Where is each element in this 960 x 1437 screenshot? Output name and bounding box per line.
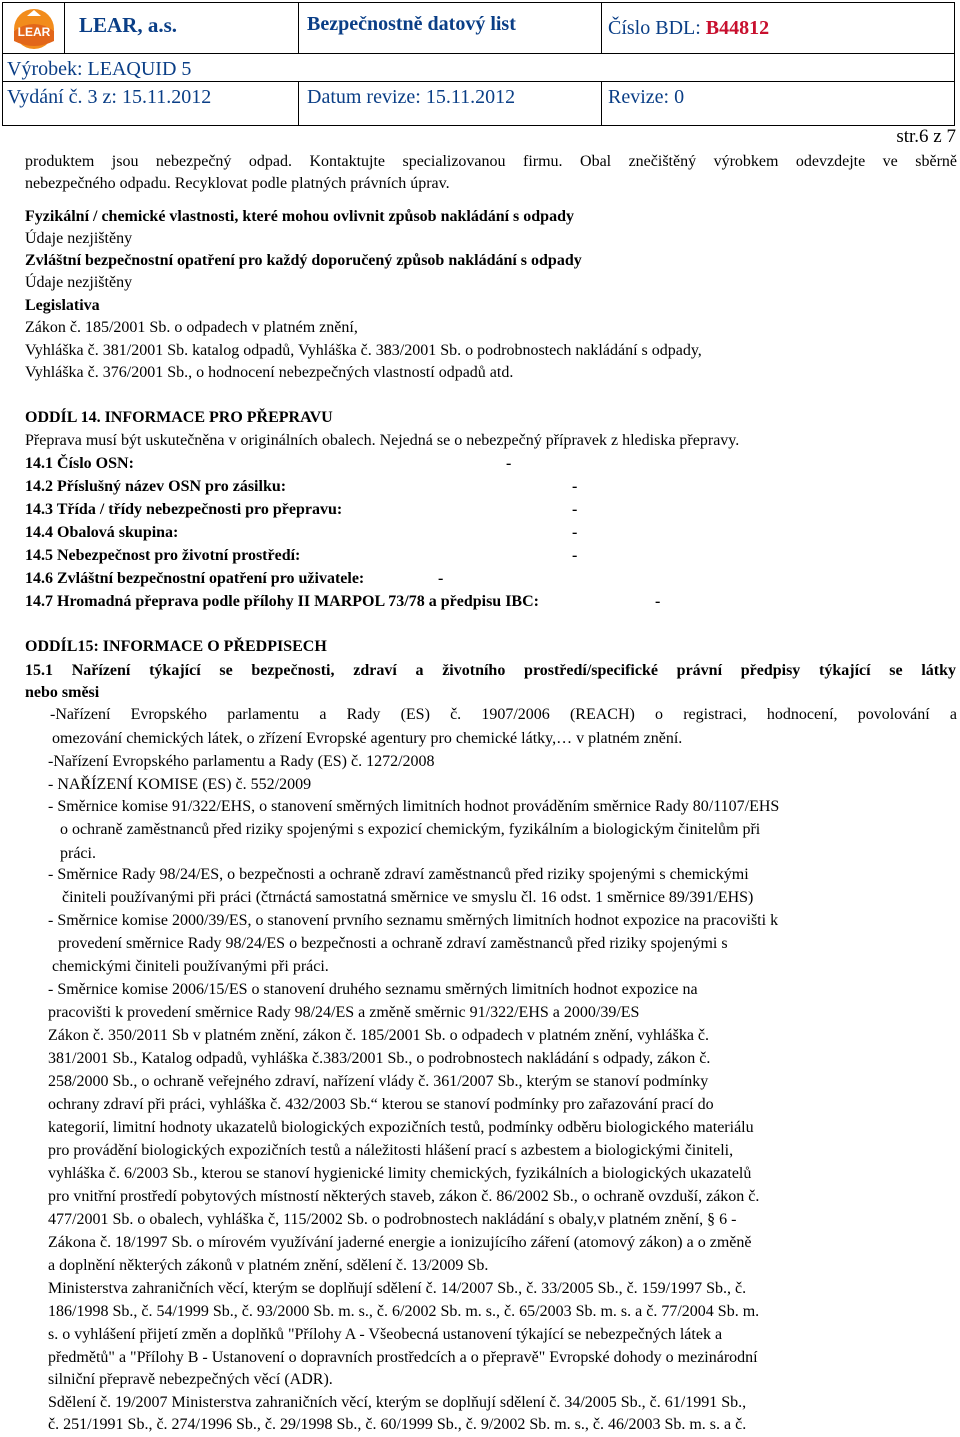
regulation-line: silniční přepravě nebezpečných věcí (ADR).: [48, 1371, 333, 1388]
transport-item-value: -: [572, 478, 578, 495]
disposal-text-line: nebezpečného odpadu. Recyklovat podle platných právních úprav.: [25, 175, 450, 192]
section-14-intro: Přeprava musí být uskutečněna v originálních obalech. Nejedná se o nebezpečný přípravek z hlediska přepravy.: [25, 432, 740, 449]
company-name: LEAR, a.s.: [79, 13, 178, 37]
regulation-line: - Směrnice komise 2006/15/ES o stanovení druhého seznamu směrných limitních hodnot expozice na: [48, 981, 698, 998]
transport-item-value: -: [572, 501, 578, 518]
legislation-line: Zákon č. 185/2001 Sb. o odpadech v platném znění,: [25, 319, 358, 336]
regulation-line: - Směrnice komise 2000/39/ES, o stanovení prvního seznamu směrných limitních hodnot expozice na pracovišti k: [48, 912, 779, 929]
special-measures-value: Údaje nezjištěny: [25, 274, 133, 291]
lear-logo-icon: [9, 7, 59, 51]
legislation-line: Vyhláška č. 376/2001 Sb., o hodnocení nebezpečných vlastností odpadů atd.: [25, 364, 514, 381]
regulation-line: - NAŘÍZENÍ KOMISE (ES) č. 552/2009: [48, 776, 312, 793]
section-15-1-heading: nebo směsi: [25, 684, 100, 701]
regulation-line: pro provádění biologických expozičních testů a náležitosti hlášení prací s azbestem a biologickými činiteli,: [48, 1142, 734, 1159]
revision-cell: [602, 82, 954, 125]
regulation-line: -Nařízení Evropského parlamentu a Rady (ES) č. 1907/2006 (REACH) o registraci, hodnocení, povolování a: [50, 706, 957, 723]
regulation-line: 477/2001 Sb. o obalech, vyhláška č, 115/2002 Sb. o podrobnostech nakládání s obaly,v platném znění, § 6 -: [48, 1211, 737, 1228]
bdl-number: [608, 17, 769, 40]
page-number: str.6 z 7: [896, 126, 956, 147]
transport-item-label: 14.6 Zvláštní bezpečnostní opatření pro uživatele:: [25, 570, 365, 587]
legislation-line: Vyhláška č. 381/2001 Sb. katalog odpadů, Vyhláška č. 383/2001 Sb. o podrobnostech nakládání s odpady,: [25, 342, 702, 359]
regulation-line: předmětů" a "Přílohy B - Ustanovení o dopravních prostředcích a o přepravě" Evropské dohody o mezinárodní: [48, 1349, 758, 1366]
transport-item-value: -: [438, 570, 444, 587]
section-15-1-heading: 15.1 Nařízení týkající se bezpečnosti, zdraví a životního prostředí/specifické právní předpisy týkající se látky: [25, 662, 956, 679]
product-cell: [3, 54, 954, 82]
transport-item-value: -: [572, 547, 578, 564]
regulation-line: a doplnění některých zákonů v platném znění, sdělení č. 13/2009 Sb.: [48, 1257, 489, 1274]
logo-cell: [3, 3, 65, 54]
company-cell: [65, 3, 299, 54]
product-name: Výrobek: LEAQUID 5: [7, 58, 192, 80]
regulation-line: - Směrnice komise 91/322/EHS, o stanovení směrných limitních hodnot prováděním směrnice Rady 80/1107/EHS: [48, 798, 780, 815]
regulation-line: chemickými činiteli používanými při práci.: [52, 958, 329, 975]
section-15-heading: ODDÍL15: INFORMACE O PŘEDPISECH: [25, 638, 327, 655]
transport-item-label: 14.2 Příslušný název OSN pro zásilku:: [25, 478, 287, 495]
regulation-line: vyhláška č. 6/2003 Sb., kterou se stanoví hygienické limity chemických, fyzikálních a biologických ukazatelů: [48, 1165, 752, 1182]
issue-number: Vydání č. 3 z: 15.11.2012: [7, 86, 212, 108]
revision-date-cell: [299, 82, 602, 125]
issue-cell: [3, 82, 299, 125]
special-measures-heading: Zvláštní bezpečnostní opatření pro každý doporučený způsob nakládání s odpady: [25, 252, 582, 269]
document-header: [2, 2, 955, 126]
revision-number: Revize: 0: [608, 86, 685, 108]
disposal-text-line: produktem jsou nebezpečný odpad. Kontaktujte specializovanou firmu. Obal znečištěný výrobkem odevzdejte ve sběrně: [25, 153, 957, 170]
legislation-heading: Legislativa: [25, 297, 100, 314]
bdl-cell: [602, 3, 954, 54]
revision-date: Datum revize: 15.11.2012: [307, 86, 516, 108]
regulation-line: práci.: [60, 845, 96, 862]
regulation-line: provedení směrnice Rady 98/24/ES o bezpečnosti a ochraně zdraví zaměstnanců před riziky spojenými s: [58, 935, 728, 952]
regulation-line: 186/1998 Sb., č. 54/1999 Sb., č. 93/2000 Sb. m. s., č. 6/2002 Sb. m. s., č. 65/2003 Sb. m. s. a č. 77/2004 Sb. m.: [48, 1303, 760, 1320]
transport-item-value: -: [655, 593, 661, 610]
regulation-line: 381/2001 Sb., Katalog odpadů, vyhláška č.383/2001 Sb., o podrobnostech nakládání s odpady, zákon č.: [48, 1050, 711, 1067]
transport-item-value: -: [572, 524, 578, 541]
regulation-line: kategorií, limitní hodnoty ukazatelů biologických expozičních testů, podmínky odběru biologického materiálu: [48, 1119, 754, 1136]
regulation-line: Zákon č. 350/2011 Sb v platném znění, zákon č. 185/2001 Sb. o odpadech v platném znění, vyhláška č.: [48, 1027, 710, 1044]
transport-item-label: 14.5 Nebezpečnost pro životní prostředí:: [25, 547, 301, 564]
sheet-title-cell: [299, 3, 602, 54]
transport-item-label: 14.7 Hromadná přeprava podle přílohy II MARPOL 73/78 a předpisu IBC:: [25, 593, 539, 610]
regulation-line: -Nařízení Evropského parlamentu a Rady (ES) č. 1272/2008: [48, 753, 435, 770]
regulation-line: omezování chemických látek, o zřízení Evropské agentury pro chemické látky,… v platném znění.: [52, 730, 683, 747]
regulation-line: pracovišti k provedení směrnice Rady 98/24/ES a změně směrnic 91/322/EHS a 2000/39/ES: [48, 1004, 640, 1021]
regulation-line: Ministerstva zahraničních věcí, kterým se doplňují sdělení č. 14/2007 Sb., č. 33/2005 Sb., č. 159/1997 Sb., č.: [48, 1280, 747, 1297]
regulation-line: č. 251/1991 Sb., č. 274/1996 Sb., č. 29/1998 Sb., č. 60/1999 Sb., č. 9/2002 Sb. m. s., č. 46/2003 Sb. m. s. a č.: [48, 1416, 747, 1433]
regulation-line: ochrany zdraví při práci, vyhláška č. 432/2003 Sb.“ kterou se stanoví podmínky pro zařazování prací do: [48, 1096, 714, 1113]
sheet-title: Bezpečnostně datový list: [307, 13, 516, 35]
transport-item-label: 14.3 Třída / třídy nebezpečnosti pro přepravu:: [25, 501, 343, 518]
bdl-label: Číslo BDL:: [608, 17, 706, 39]
regulation-line: - Směrnice Rady 98/24/ES, o bezpečnosti a ochraně zdraví zaměstnanců před riziky spojenými s chemickými: [48, 866, 749, 883]
physchem-value: Údaje nezjištěny: [25, 230, 133, 247]
section-14-heading: ODDÍL 14. INFORMACE PRO PŘEPRAVU: [25, 409, 333, 426]
regulation-line: 258/2000 Sb., o ochraně veřejného zdraví, nařízení vlády č. 361/2007 Sb., kterým se stanoví podmínky: [48, 1073, 709, 1090]
regulation-line: pro vnitřní prostředí pobytových místností některých staveb, zákon č. 86/2002 Sb., o ochraně ovzduší, zákon č.: [48, 1188, 760, 1205]
regulation-line: činiteli používanými při práci (čtrnáctá samostatná směrnice ve smyslu čl. 16 odst. 1 směrnice 89/391/EHS): [62, 889, 754, 906]
regulation-line: o ochraně zaměstnanců před riziky spojenými s expozicí chemickým, fyzikálním a biologickým činitelům při: [60, 821, 761, 838]
logo-text: LEAR: [17, 25, 51, 39]
regulation-line: Sdělení č. 19/2007 Ministerstva zahraničních věcí, kterým se doplňují sdělení č. 34/2005 Sb., č. 61/1991 Sb.,: [48, 1394, 747, 1411]
transport-item-label: 14.4 Obalová skupina:: [25, 524, 179, 541]
transport-item-label: 14.1 Číslo OSN:: [25, 455, 134, 472]
transport-item-value: -: [506, 455, 512, 472]
physchem-heading: Fyzikální / chemické vlastnosti, které mohou ovlivnit způsob nakládání s odpady: [25, 208, 574, 225]
regulation-line: Zákona č. 18/1997 Sb. o mírovém využívání jaderné energie a ionizujícího záření (atomový zákon) a o změně: [48, 1234, 752, 1251]
regulation-line: s. o vyhlášení přijetí změn a doplňků "Přílohy A - Všeobecná ustanovení týkající se nebezpečných látek a: [48, 1326, 723, 1343]
bdl-code: B44812: [705, 17, 770, 39]
